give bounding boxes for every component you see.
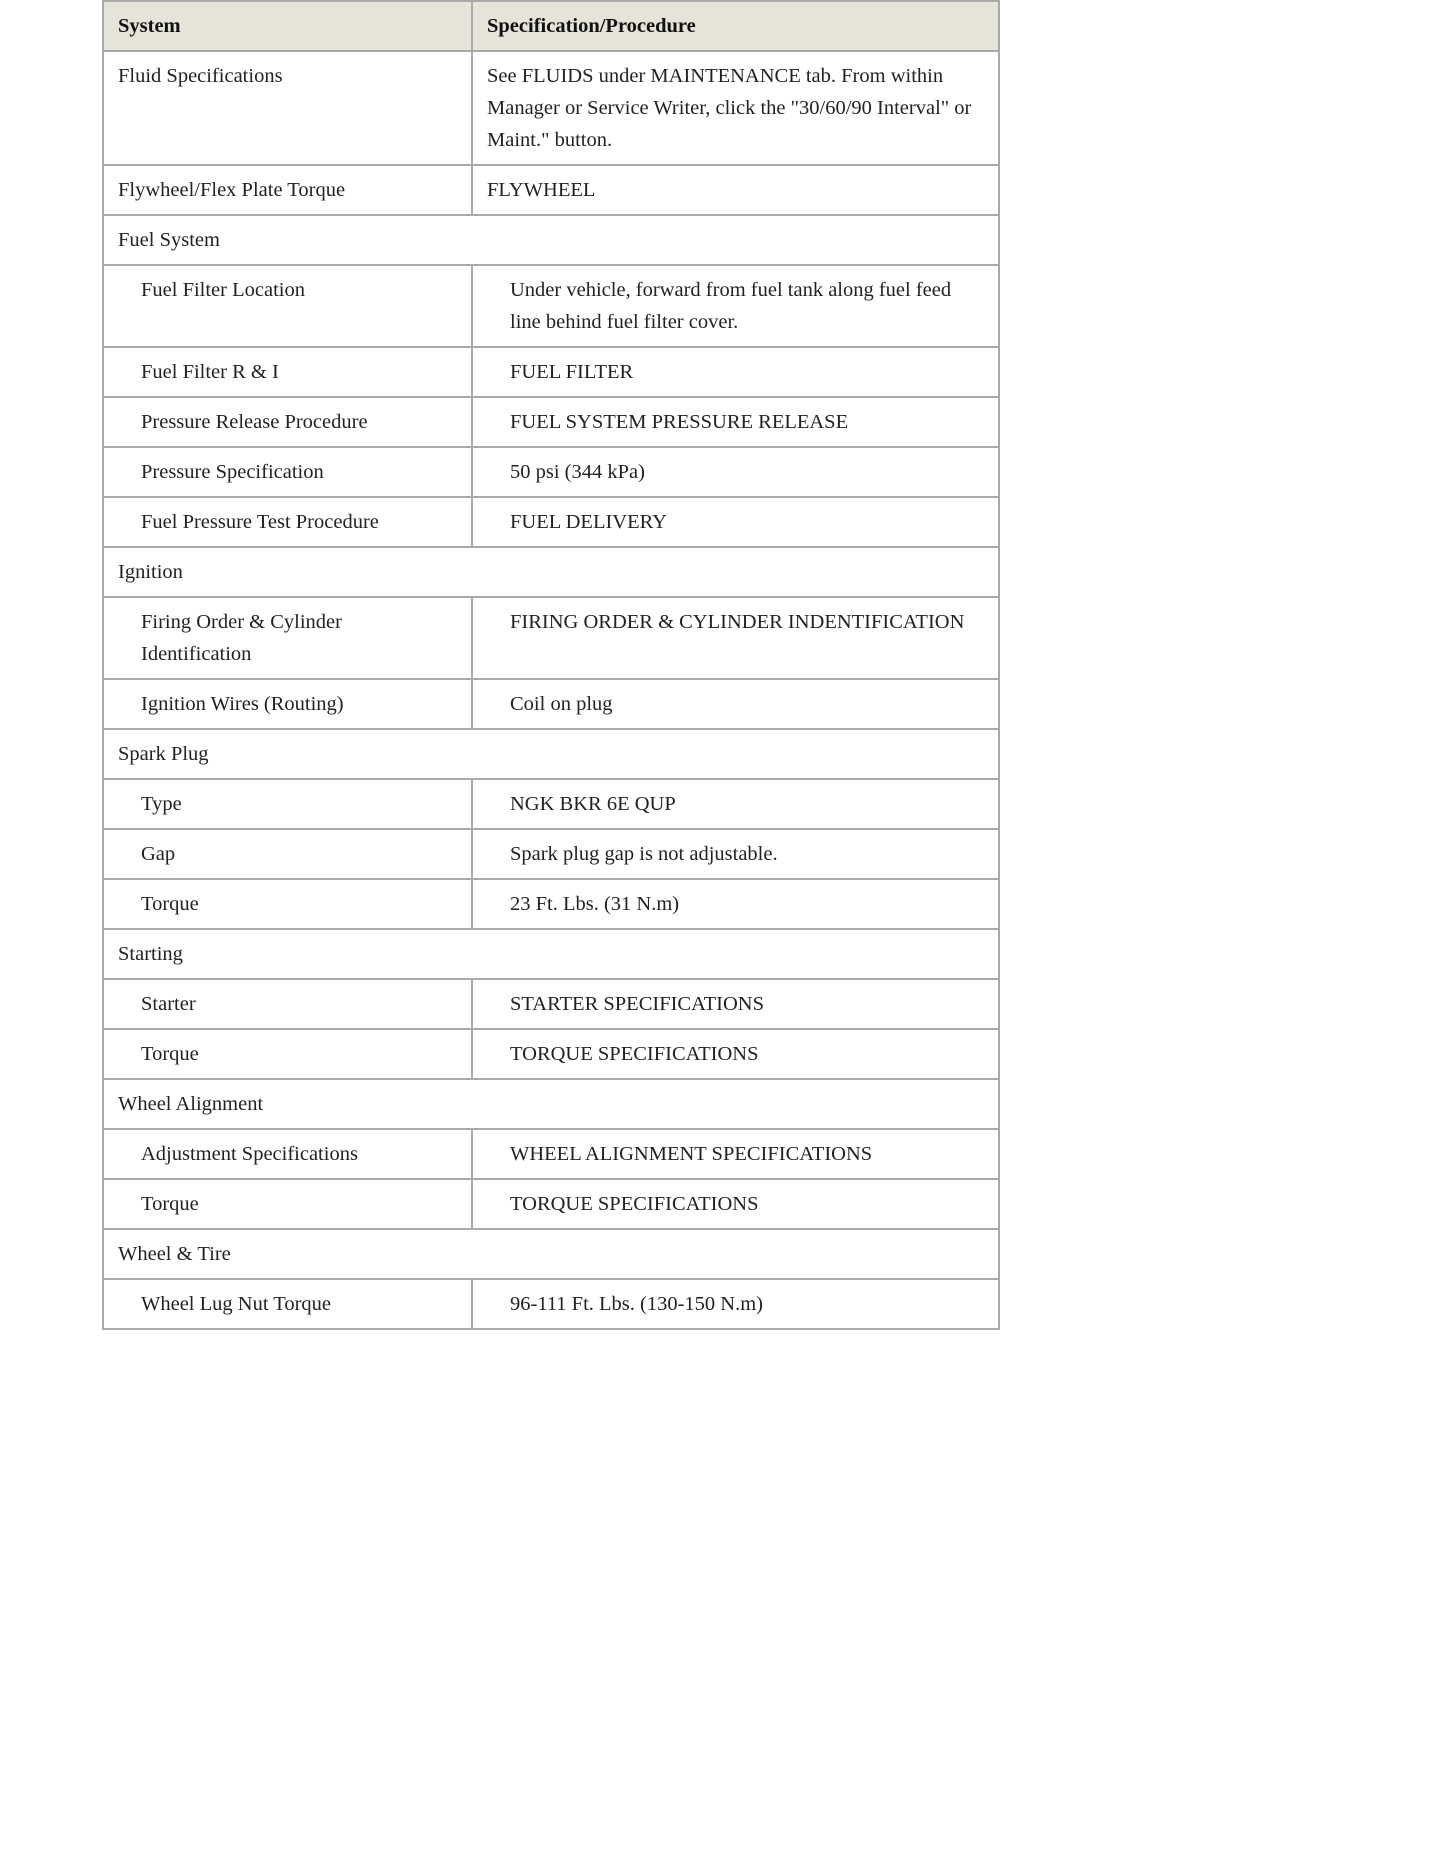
system-cell: Firing Order & Cylinder Identification: [103, 597, 472, 679]
spec-cell: Under vehicle, forward from fuel tank along fuel feed line behind fuel filter cover.: [472, 265, 999, 347]
system-cell: Flywheel/Flex Plate Torque: [103, 165, 472, 215]
spec-cell: FUEL FILTER: [472, 347, 999, 397]
group-label: Fuel System: [103, 215, 999, 265]
spec-cell: 50 psi (344 kPa): [472, 447, 999, 497]
spec-cell: FIRING ORDER & CYLINDER INDENTIFICATION: [472, 597, 999, 679]
spec-cell: TORQUE SPECIFICATIONS: [472, 1029, 999, 1079]
spec-cell: STARTER SPECIFICATIONS: [472, 979, 999, 1029]
table-group-row: [103, 215, 999, 265]
system-cell: Gap: [103, 829, 472, 879]
spec-cell: 96-111 Ft. Lbs. (130-150 N.m): [472, 1279, 999, 1329]
spec-cell: FLYWHEEL: [472, 165, 999, 215]
table-group-row: [103, 1079, 999, 1129]
group-label: Starting: [103, 929, 999, 979]
table-row: [103, 1029, 999, 1079]
system-cell: Fuel Pressure Test Procedure: [103, 497, 472, 547]
spec-cell: Spark plug gap is not adjustable.: [472, 829, 999, 879]
header-system: System: [103, 1, 472, 51]
system-cell: Torque: [103, 1029, 472, 1079]
spec-cell: NGK BKR 6E QUP: [472, 779, 999, 829]
table-row: [103, 497, 999, 547]
table-row: [103, 397, 999, 447]
spec-cell: 23 Ft. Lbs. (31 N.m): [472, 879, 999, 929]
table-row: [103, 779, 999, 829]
system-cell: Torque: [103, 879, 472, 929]
table-row: [103, 979, 999, 1029]
table-header-row: [103, 1, 999, 51]
table-row: [103, 1279, 999, 1329]
group-label: Spark Plug: [103, 729, 999, 779]
table-group-row: [103, 547, 999, 597]
table-row: [103, 447, 999, 497]
system-cell: Wheel Lug Nut Torque: [103, 1279, 472, 1329]
table-row: [103, 879, 999, 929]
system-cell: Fluid Specifications: [103, 51, 472, 165]
system-cell: Fuel Filter R & I: [103, 347, 472, 397]
table-row: [103, 265, 999, 347]
system-cell: Pressure Specification: [103, 447, 472, 497]
system-cell: Fuel Filter Location: [103, 265, 472, 347]
system-cell: Ignition Wires (Routing): [103, 679, 472, 729]
system-cell: Starter: [103, 979, 472, 1029]
system-cell: Pressure Release Procedure: [103, 397, 472, 447]
table-group-row: [103, 929, 999, 979]
spec-cell: FUEL DELIVERY: [472, 497, 999, 547]
table-group-row: [103, 1229, 999, 1279]
table-row: [103, 347, 999, 397]
table-row: [103, 165, 999, 215]
table-row: [103, 679, 999, 729]
group-label: Wheel Alignment: [103, 1079, 999, 1129]
system-cell: Type: [103, 779, 472, 829]
spec-cell: Coil on plug: [472, 679, 999, 729]
table-row: [103, 829, 999, 879]
specification-table: [102, 0, 1000, 1330]
spec-cell: FUEL SYSTEM PRESSURE RELEASE: [472, 397, 999, 447]
spec-cell: TORQUE SPECIFICATIONS: [472, 1179, 999, 1229]
spec-cell: See FLUIDS under MAINTENANCE tab. From within Manager or Service Writer, click the "30/60/90 Interval" or Maint." button.: [472, 51, 999, 165]
system-cell: Adjustment Specifications: [103, 1129, 472, 1179]
spec-cell: WHEEL ALIGNMENT SPECIFICATIONS: [472, 1129, 999, 1179]
table-row: [103, 1129, 999, 1179]
system-cell: Torque: [103, 1179, 472, 1229]
group-label: Ignition: [103, 547, 999, 597]
table-row: [103, 51, 999, 165]
table-body: [103, 51, 999, 1329]
table-row: [103, 1179, 999, 1229]
group-label: Wheel & Tire: [103, 1229, 999, 1279]
table-row: [103, 597, 999, 679]
table-group-row: [103, 729, 999, 779]
header-specification: Specification/Procedure: [472, 1, 999, 51]
